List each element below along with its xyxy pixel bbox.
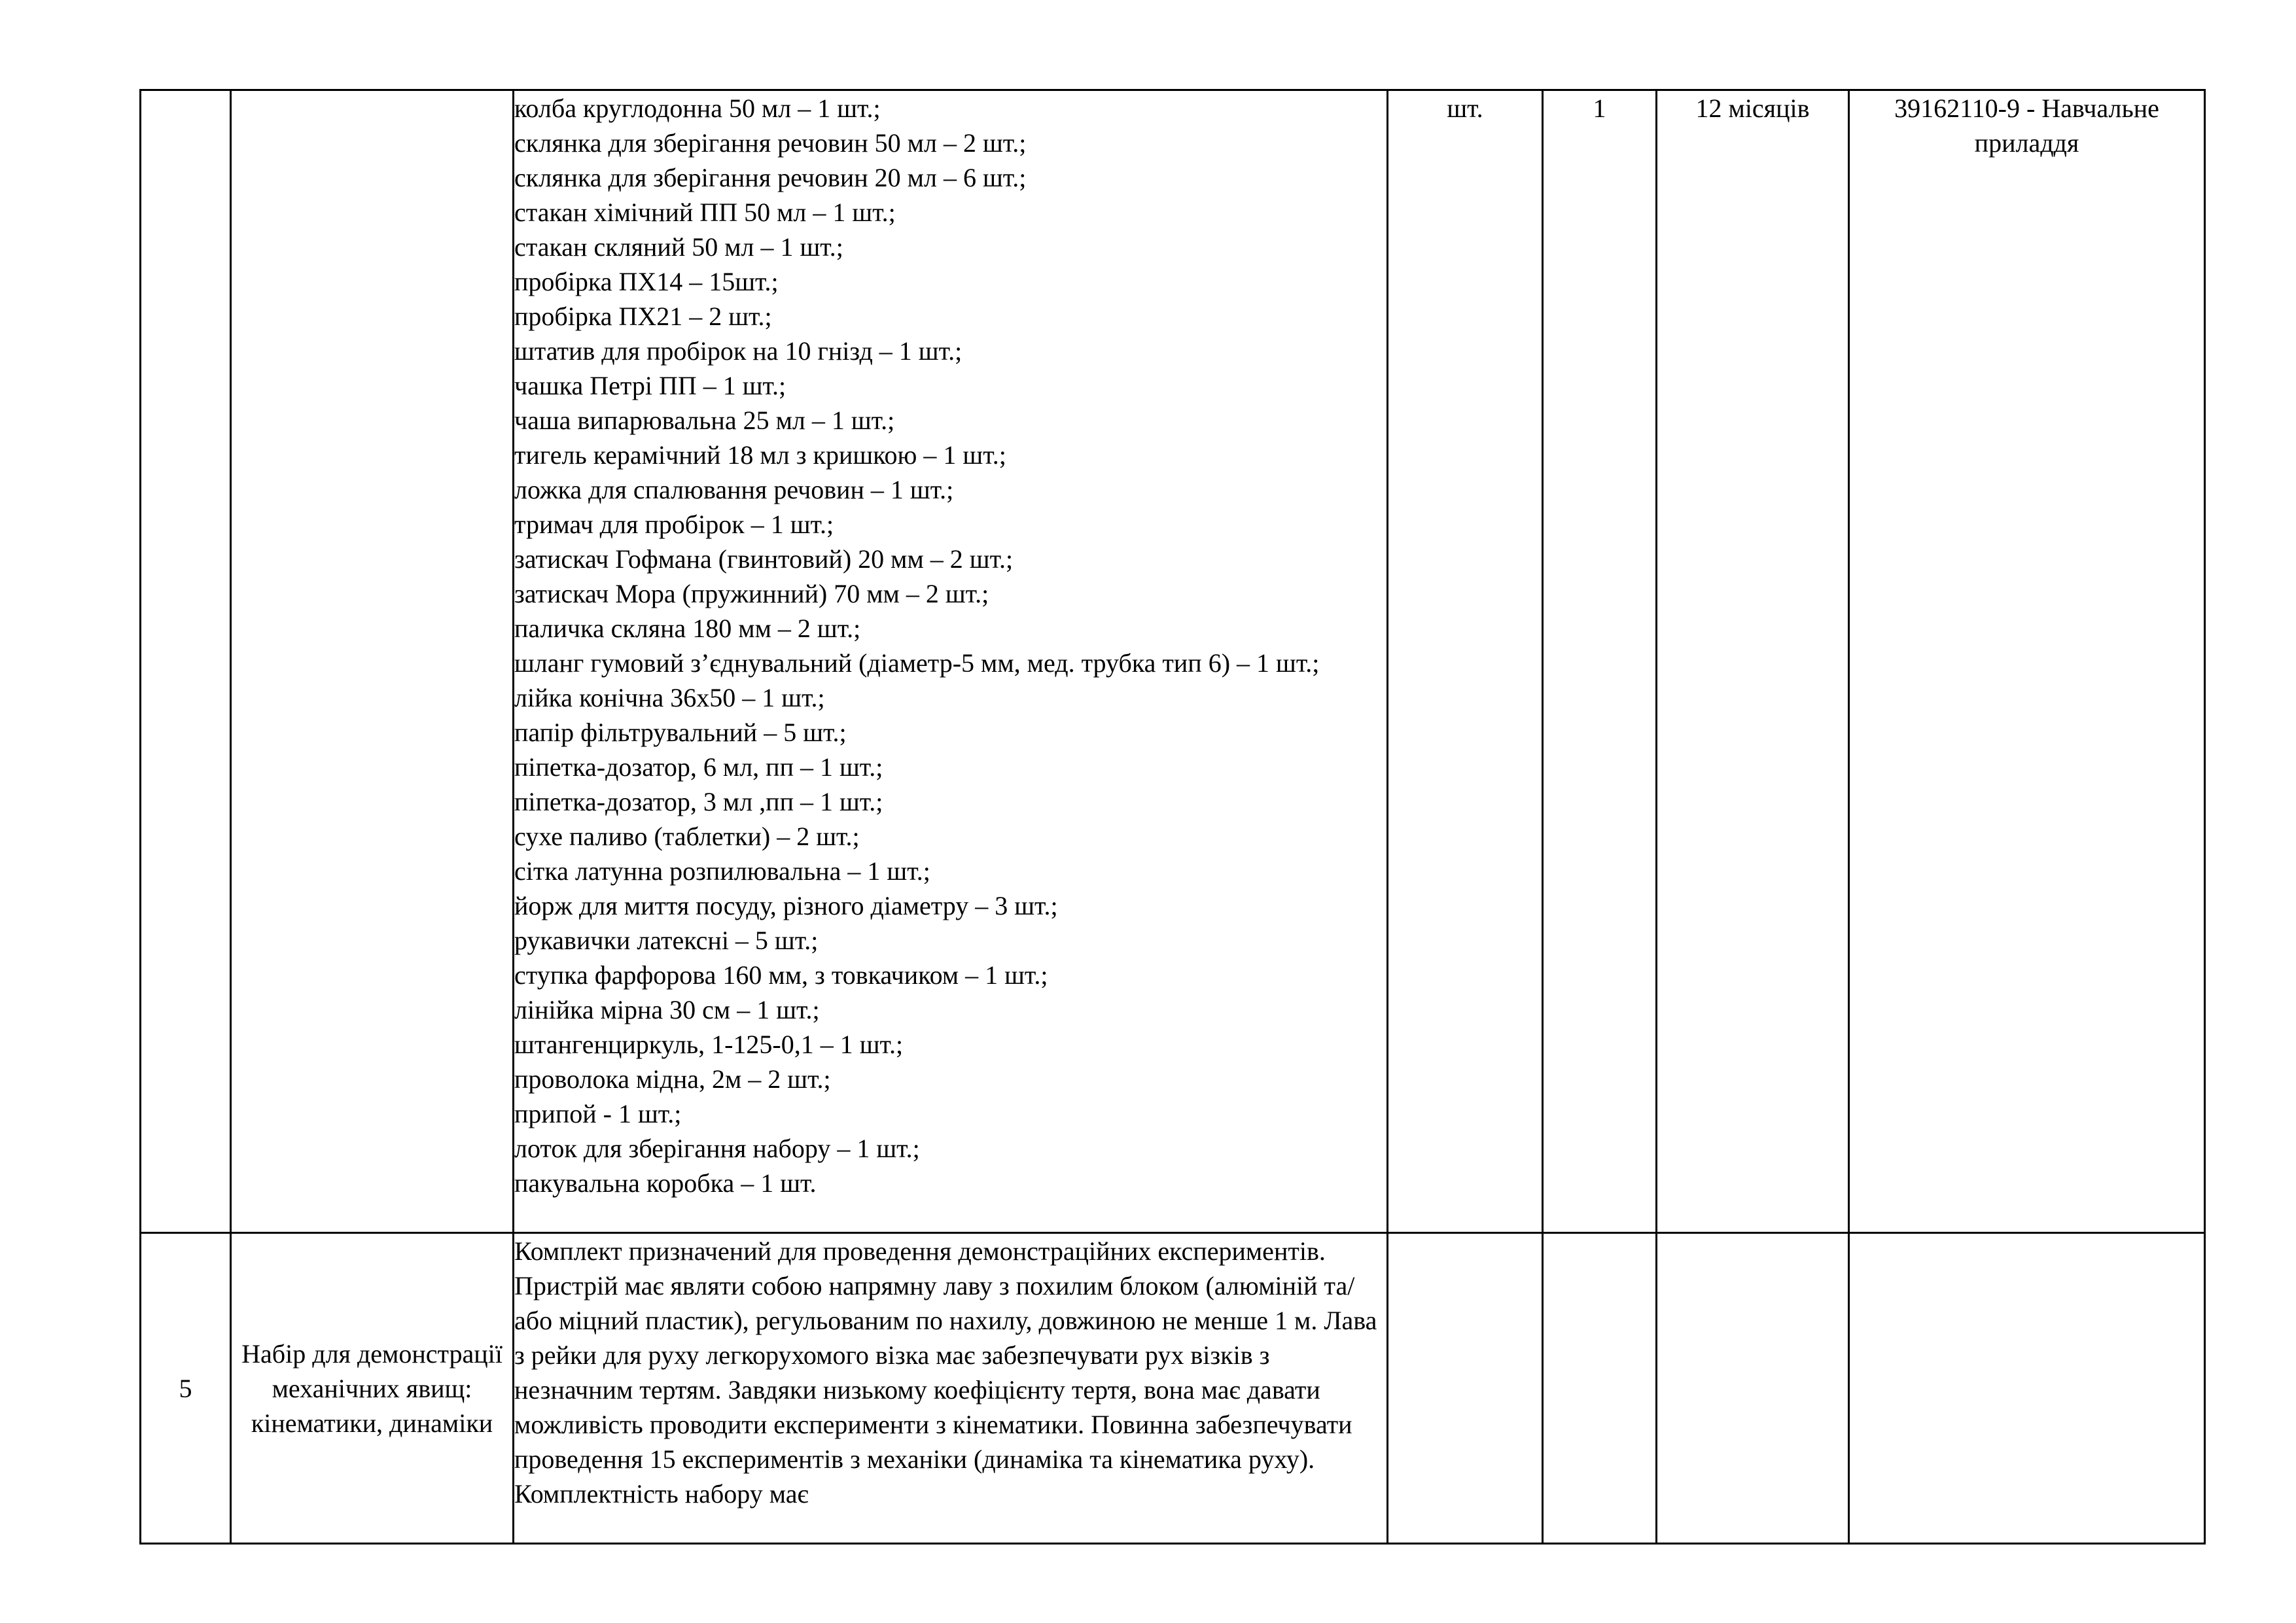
classification-code-cell — [1849, 1233, 2205, 1544]
composition-item: стакан скляний 50 мл – 1 шт.; — [514, 232, 843, 262]
quantity-cell — [1543, 1233, 1657, 1544]
composition-item: рукавички латексні – 5 шт.; — [514, 926, 819, 955]
row-number-cell: 5 — [141, 1233, 231, 1544]
composition-item: тигель керамічний 18 мл з кришкою – 1 шт.; — [514, 440, 1006, 470]
quantity-cell: 1 — [1543, 90, 1657, 1233]
composition-item: паличка скляна 180 мм – 2 шт.; — [514, 614, 861, 643]
composition-item: лійка конічна 36х50 – 1 шт.; — [514, 683, 825, 712]
composition-item: сухе паливо (таблетки) – 2 шт.; — [514, 822, 860, 851]
composition-item: затискач Гофмана (гвинтовий) 20 мм – 2 шт.; — [514, 544, 1014, 574]
composition-item: колба круглодонна 50 мл – 1 шт.; — [514, 94, 881, 123]
composition-item: пробірка ПХ14 – 15шт.; — [514, 267, 779, 296]
composition-item: піпетка-дозатор, 6 мл, пп – 1 шт.; — [514, 752, 883, 782]
table-row — [141, 90, 2205, 1233]
composition-item: ложка для спалювання речовин – 1 шт.; — [514, 475, 954, 504]
composition-item: штангенциркуль, 1-125-0,1 – 1 шт.; — [514, 1030, 904, 1059]
composition-item: склянка для зберігання речовин 50 мл – 2 шт.; — [514, 128, 1027, 158]
composition-item: лоток для зберігання набору – 1 шт.; — [514, 1134, 920, 1163]
composition-item: пакувальна коробка – 1 шт. — [514, 1168, 817, 1198]
unit-cell: шт. — [1388, 90, 1543, 1233]
composition-item: стакан хімічний ПП 50 мл – 1 шт.; — [514, 198, 896, 227]
composition-item: тримач для пробірок – 1 шт.; — [514, 510, 834, 539]
item-name-cell: Набір для демонстрації механічних явищ: кінематики, динаміки — [231, 1233, 514, 1544]
warranty-cell: 12 місяців — [1657, 90, 1849, 1233]
specification-table — [139, 89, 2206, 1544]
composition-item: лінійка мірна 30 см – 1 шт.; — [514, 995, 820, 1024]
composition-item: ступка фарфорова 160 мм, з товкачиком – 1 шт.; — [514, 960, 1048, 990]
item-name-cell — [231, 90, 514, 1233]
warranty-cell — [1657, 1233, 1849, 1544]
composition-item: склянка для зберігання речовин 20 мл – 6 шт.; — [514, 163, 1027, 192]
composition-item: папір фільтрувальний – 5 шт.; — [514, 718, 847, 747]
composition-item: чашка Петрі ПП – 1 шт.; — [514, 371, 786, 400]
composition-item: йорж для миття посуду, різного діаметру – 3 шт.; — [514, 891, 1058, 920]
composition-list — [514, 91, 1386, 1200]
classification-code-cell: 39162110-9 - Навчальне приладдя — [1849, 90, 2205, 1233]
composition-item: припой - 1 шт.; — [514, 1099, 682, 1128]
composition-item: проволока мідна, 2м – 2 шт.; — [514, 1064, 831, 1094]
composition-item: штатив для пробірок на 10 гнізд – 1 шт.; — [514, 336, 963, 366]
composition-item: затискач Мора (пружинний) 70 мм – 2 шт.; — [514, 579, 989, 608]
composition-item: піпетка-дозатор, 3 мл ,пп – 1 шт.; — [514, 787, 883, 816]
composition-item: пробірка ПХ21 – 2 шт.; — [514, 302, 772, 331]
composition-item: шланг гумовий з’єднувальний (діаметр-5 мм, мед. трубка тип 6) – 1 шт.; — [514, 648, 1320, 678]
item-description-text: Комплект призначений для проведення демонстраційних експериментів. Пристрій має являти собою напрямну лаву з похилим блоком (алюміній та/або міцний пластик), регульованим по нахилу, довжиною не менше 1 м. Лава з рейки для руху легкорухомого візка має забезпечувати рух візків з незначним тертям. Завдяки низькому коефіцієнту тертя, вона має давати можливість проводити експерименти з кінематики. Повинна забезпечувати проведення 15 експериментів з механіки (динаміка та кінематика руху). Комплектність набору має — [514, 1236, 1377, 1509]
unit-cell — [1388, 1233, 1543, 1544]
row-number-cell — [141, 90, 231, 1233]
composition-item: чаша випарювальна 25 мл – 1 шт.; — [514, 406, 895, 435]
item-composition-cell — [514, 90, 1388, 1233]
table-row — [141, 1233, 2205, 1544]
item-description-cell — [514, 1233, 1388, 1544]
composition-item: сітка латунна розпилювальна – 1 шт.; — [514, 856, 930, 886]
